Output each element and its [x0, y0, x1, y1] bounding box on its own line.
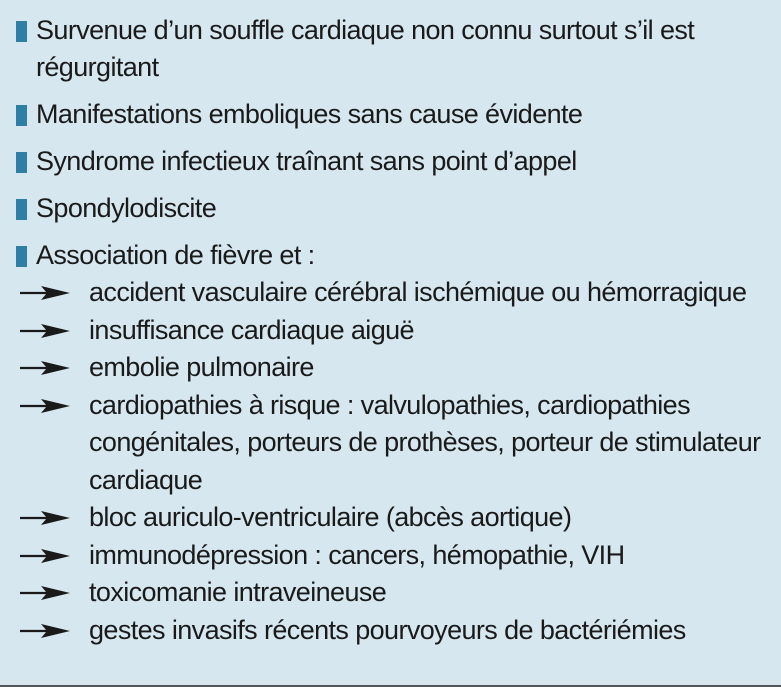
square-bullet-icon: [16, 246, 27, 267]
list-item-text: Syndrome infectieux traînant sans point d’appel: [36, 146, 577, 176]
list-item: [16, 143, 773, 180]
sub-list-item-text: cardiopathies à risque : valvulopathies, cardiopathies congénitales, porteurs de prothèses, porteur de stimulateur cardiaque: [89, 389, 761, 495]
list-item-text: Spondylodiscite: [36, 193, 217, 223]
sub-list-item-text: embolie pulmonaire: [89, 352, 314, 382]
square-bullet-icon: [16, 152, 27, 173]
square-bullet-icon: [16, 21, 27, 42]
sub-list-item: [16, 349, 773, 387]
sub-list-item-text: bloc auriculo-ventriculaire (abcès aortique): [89, 502, 572, 532]
fever-association-list: [16, 274, 773, 649]
sub-list-item: [16, 574, 773, 612]
sub-list-item: [16, 274, 773, 312]
list-item-text: Manifestations emboliques sans cause évidente: [36, 99, 583, 129]
sub-list-item-text: insuffisance cardiaque aiguë: [89, 314, 414, 345]
sub-list-item: [16, 312, 773, 350]
sub-list-item: [16, 612, 773, 650]
list-item: [16, 96, 773, 133]
sub-list-item-text: accident vasculaire cérébral ischémique ou hémorragique: [89, 277, 747, 307]
list-item: [16, 190, 773, 227]
sub-list-item: [16, 537, 773, 575]
list-item: [16, 237, 773, 274]
sub-list-item-text: gestes invasifs récents pourvoyeurs de bactériémies: [89, 614, 686, 645]
list-item: [16, 12, 773, 86]
arrow-right-icon: [19, 621, 71, 641]
list-item-text: Association de fièvre et :: [36, 240, 315, 270]
square-bullet-icon: [16, 105, 27, 126]
arrow-right-icon: [19, 583, 71, 603]
list-item-text: Survenue d’un souffle cardiaque non connu surtout s’il est régurgitant: [36, 15, 695, 82]
criteria-list: [16, 12, 773, 649]
arrow-right-icon: [19, 358, 71, 378]
arrow-right-icon: [19, 546, 71, 566]
sub-list-item: [16, 387, 773, 500]
arrow-right-icon: [19, 283, 71, 303]
sub-list-item-text: toxicomanie intraveineuse: [89, 577, 387, 607]
sub-list-item-text: immunodépression : cancers, hémopathie, VIH: [89, 539, 625, 570]
sub-list-item: [16, 499, 773, 537]
arrow-right-icon: [19, 321, 71, 341]
arrow-right-icon: [19, 508, 71, 528]
square-bullet-icon: [16, 199, 27, 220]
arrow-right-icon: [19, 396, 71, 416]
